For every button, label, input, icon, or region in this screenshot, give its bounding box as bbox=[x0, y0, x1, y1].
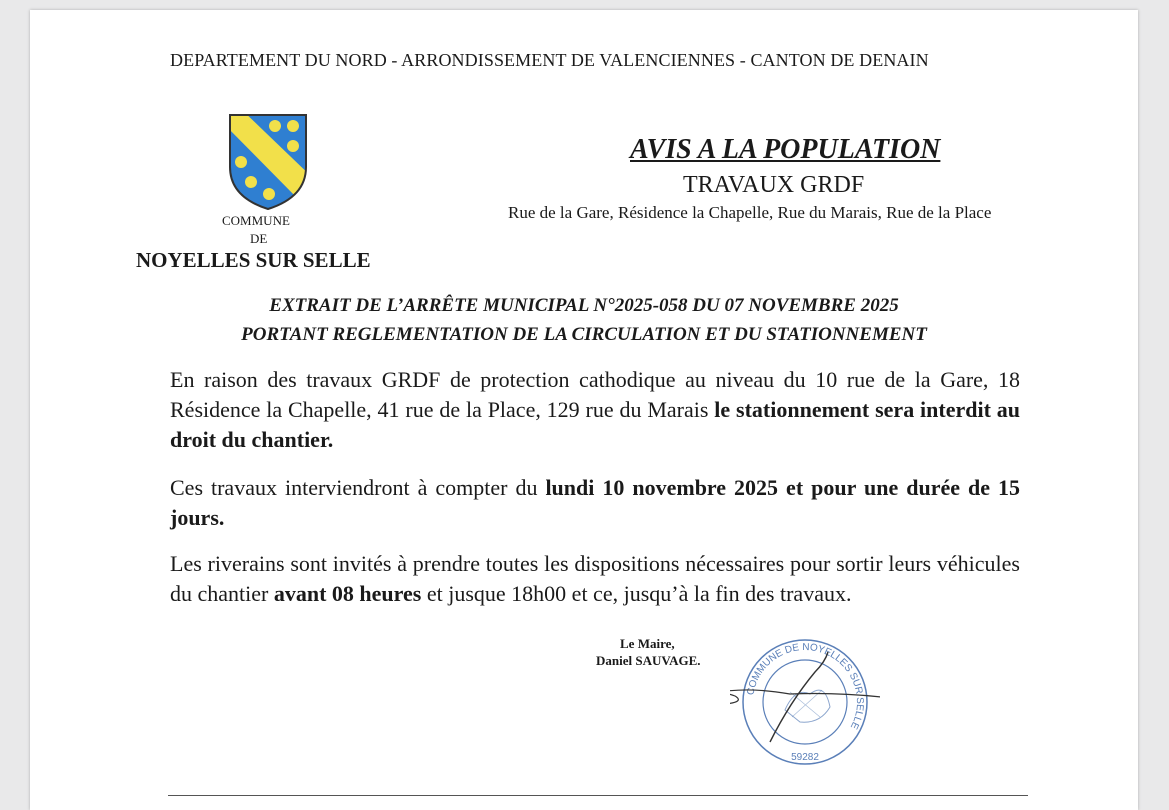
stamp-ring-text: COMMUNE DE NOYELLES SUR SELLE bbox=[745, 641, 866, 731]
signatory-title: Le Maire, bbox=[620, 636, 675, 651]
notice-title: AVIS A LA POPULATION bbox=[630, 134, 941, 165]
paragraph-2-emphasis: lundi 10 novembre 2025 et pour une durée de 15 jours. bbox=[170, 475, 1020, 530]
extract-heading-line-1: EXTRAIT DE L’ARRÊTE MUNICIPAL N°2025-058 DU 07 NOVEMBRE 2025 bbox=[269, 295, 899, 316]
paragraph-1-emphasis: le stationnement sera interdit au droit du chantier. bbox=[170, 397, 1021, 452]
commune-preposition: DE bbox=[250, 231, 268, 246]
commune-label: COMMUNE bbox=[222, 213, 290, 228]
paragraph-1-text: En raison des travaux GRDF de protection cathodique au niveau du 10 rue de la Gare, 18 Résidence la Chapelle, 41 rue de la Place, 129 rue du Marais bbox=[170, 367, 1020, 422]
notice-page bbox=[30, 10, 1138, 810]
paragraph-3-text-b: et jusque 18h00 et ce, jusqu’à la fin des travaux. bbox=[421, 581, 852, 606]
stamp-postcode: 59282 bbox=[791, 752, 819, 763]
paragraph-works-dates bbox=[170, 473, 1020, 533]
paragraph-3-emphasis: avant 08 heures bbox=[273, 581, 422, 606]
administrative-header: DEPARTEMENT DU NORD - ARRONDISSEMENT DE VALENCIENNES - CANTON DE DENAIN bbox=[170, 50, 929, 70]
paragraph-parking-ban bbox=[170, 365, 1020, 455]
commune-name: NOYELLES SUR SELLE bbox=[136, 248, 371, 272]
notice-subtitle: TRAVAUX GRDF bbox=[683, 172, 865, 198]
extract-heading-line-2: PORTANT REGLEMENTATION DE LA CIRCULATION ET DU STATIONNEMENT bbox=[241, 324, 927, 345]
paragraph-2-text: Ces travaux interviendront à compter du bbox=[170, 475, 546, 500]
commune-crest-icon bbox=[227, 112, 309, 212]
official-stamp-icon bbox=[730, 632, 880, 772]
paragraph-3-text-a: Les riverains sont invités à prendre toutes les dispositions nécessaires pour sortir leurs véhicules du chantier bbox=[170, 551, 1020, 606]
bottom-divider bbox=[168, 795, 1028, 796]
affected-streets: Rue de la Gare, Résidence la Chapelle, Rue du Marais, Rue de la Place bbox=[508, 203, 992, 222]
paragraph-residents-instructions bbox=[170, 549, 1020, 609]
signatory-name: Daniel SAUVAGE. bbox=[596, 653, 701, 668]
